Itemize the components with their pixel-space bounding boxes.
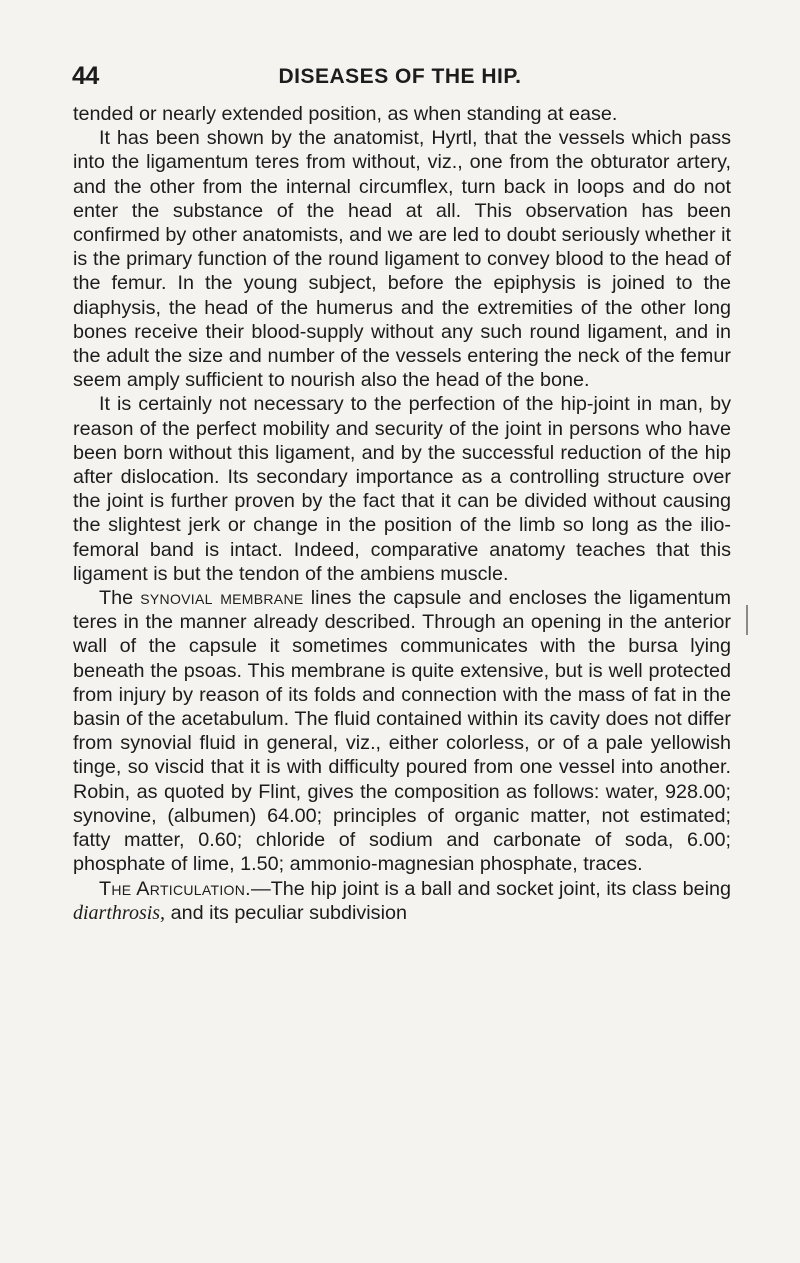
paragraph-continuation: tended or nearly extended position, as when standing at ease. (73, 103, 618, 125)
paragraph-ligament-necessity: It is certainly not necessary to the perfection of the hip-joint in man, by reason of the perfect mobility and security of the joint in persons who have been born without this ligament, and by the successful reduction of the hip after dislocation. Its secondary importance as a controlling structure over the joint is further proven by the fact that it can be divided without causing the slightest jerk or change in the position of the limb so long as the ilio-femoral band is intact. Indeed, comparative anatomy teaches that this ligament is but the tendon of the ambiens muscle. (73, 393, 731, 585)
paragraph-hyrtl: It has been shown by the anatomist, Hyrtl, that the vessels which pass into the ligamentum teres from without, viz., one from the obturator artery, and the other from the internal circumflex, turn back in loops and do not enter the substance of the head at all. This observation has been confirmed by other anatomists, and we are led to doubt seriously whether it is the primary function of the round ligament to convey blood to the head of the femur. In the young subject, before the epiphysis is joined to the diaphysis, the head of the humerus and the extremities of the other long bones receive their blood-supply without any such round ligament, and in the adult the size and number of the vessels entering the neck of the femur seem amply sufficient to nourish also the head of the bone. (73, 127, 731, 392)
page-number: 44 (72, 62, 99, 90)
scan-margin-mark (746, 605, 748, 635)
paragraph-synovial-membrane (73, 586, 731, 876)
diarthrosis-term: diarthrosis, (73, 901, 166, 924)
synovial-membrane-text: lines the capsule and encloses the ligamentum teres in the manner already described. Through an opening in the anterior wall of the capsule it sometimes communicates with the bursa lying beneath the psoas. This membrane is quite extensive, but is well protected from injury by reason of its folds and connection with the mass of fat in the basin of the acetabulum. The fluid contained within its cavity does not differ from synovial fluid in general, viz., either colorless, or of a pale yellowish tinge, so viscid that it is with difficulty poured from one vessel into another. Robin, as quoted by Flint, gives the composition as follows: water, 928.00; synovine, (albumen) 64.00; principles of organic matter, not estimated; fatty matter, 0.60; chloride of sodium and carbonate of soda, 6.00; phosphate of lime, 1.50; ammonio-magnesian phosphate, traces. (73, 587, 731, 876)
articulation-intro-text: —The hip joint is a ball and socket joint, its class being (250, 877, 731, 900)
paragraph-articulation (73, 877, 731, 925)
articulation-rest-text: and its peculiar subdivision (170, 901, 407, 924)
page-header (0, 60, 800, 100)
running-head: DISEASES OF THE HIP. (278, 65, 522, 88)
articulation-heading: The Articulation. (99, 877, 251, 900)
synovial-lead-word: The (99, 587, 134, 610)
body-text (73, 102, 731, 925)
synovial-membrane-term: synovial membrane (140, 587, 304, 610)
